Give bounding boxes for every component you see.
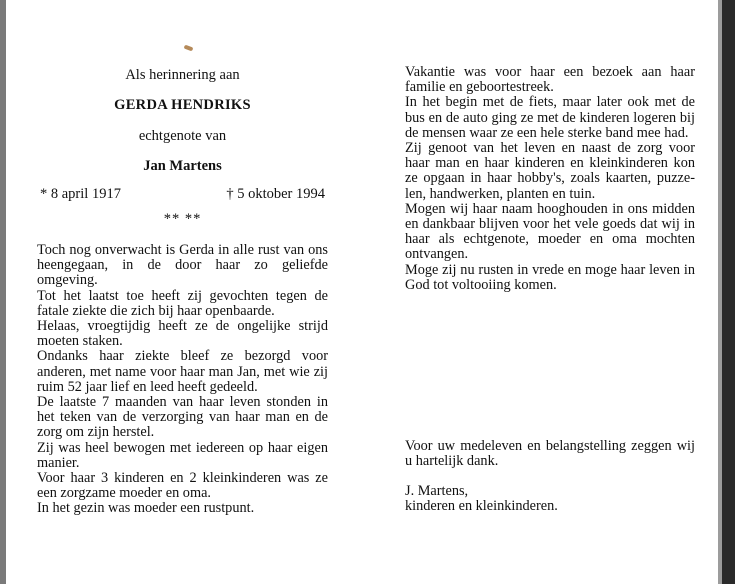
paragraph: Zij was heel bewogen met iedereen op haar eigen manier. [37,439,328,471]
spouse-name: Jan Martens [143,158,222,174]
signature-line: kinderen en kleinkinderen. [405,498,558,515]
separator-stars: ** ** [163,211,202,227]
paragraph: Toch nog onverwacht is Gerda in alle rust van ons heengegaan, in de door haar zo geliefde omgeving. [37,242,328,289]
paragraph: Vakantie was voor haar een bezoek aan haar familie en geboortestreek. [405,64,695,96]
paragraph: Helaas, vroegtijdig heeft ze de ongelijke strijd moeten staken. [37,318,328,350]
signature-line: J. Martens, [405,483,469,499]
paragraph: Zij genoot van het leven en naast de zorg voor haar man en haar kinderen en kleinkinderen kon ze opgaan in haar hobby's, zoals kaarten, puzze-len, handwerken, planten en tuin. [405,140,695,202]
death-date: † 5 oktober 1994 [226,186,325,202]
signature [405,484,695,514]
paragraph: Moge zij nu rusten in vrede en moge haar leven in God tot voltooiing komen. [405,261,695,293]
obituary-text-continued [405,65,695,293]
life-dates [37,186,328,203]
intro-line: Als herinnering aan [125,67,240,83]
paragraph: De laatste 7 maanden van haar leven stonden in het teken van de verzorging van haar man en de zorg om zijn herstel. [37,394,328,441]
thanks-note: Voor uw medeleven en belangstelling zeggen wij u hartelijk dank. [405,438,695,470]
paragraph: Tot het laatst toe heeft zij gevochten tegen de fatale ziekte die zich bij haar openbaarde. [37,287,328,319]
paragraph: Mogen wij haar naam hooghouden in ons midden en dankbaar blijven voor het vele goeds dat wij in haar als echtgenote, moeder en oma mochten ontvangen. [405,200,695,263]
paragraph: Voor haar 3 kinderen en 2 kleinkinderen was ze een zorgzame moeder en oma. [37,470,328,502]
relation-line: echtgenote van [138,128,227,144]
paragraph: Ondanks haar ziekte bleef ze bezorgd voor anderen, met name voor haar man Jan, met wie zij ruim 52 jaar lief en leed heeft gedeeld. [37,348,328,395]
left-column [37,60,328,517]
paragraph: In het gezin was moeder een rustpunt. [37,500,255,517]
scan-border-left [0,0,6,584]
paper-speck [184,45,194,52]
scan-border-right [722,0,735,584]
obituary-text [37,243,328,517]
birth-date: * 8 april 1917 [40,186,121,202]
deceased-name: GERDA HENDRIKS [114,97,251,113]
paragraph: In het begin met de fiets, maar later ook met de bus en de auto ging ze met de kinderen logeren bij de mensen waar ze een hele sterke band mee had. [405,94,695,141]
right-column [405,64,695,515]
